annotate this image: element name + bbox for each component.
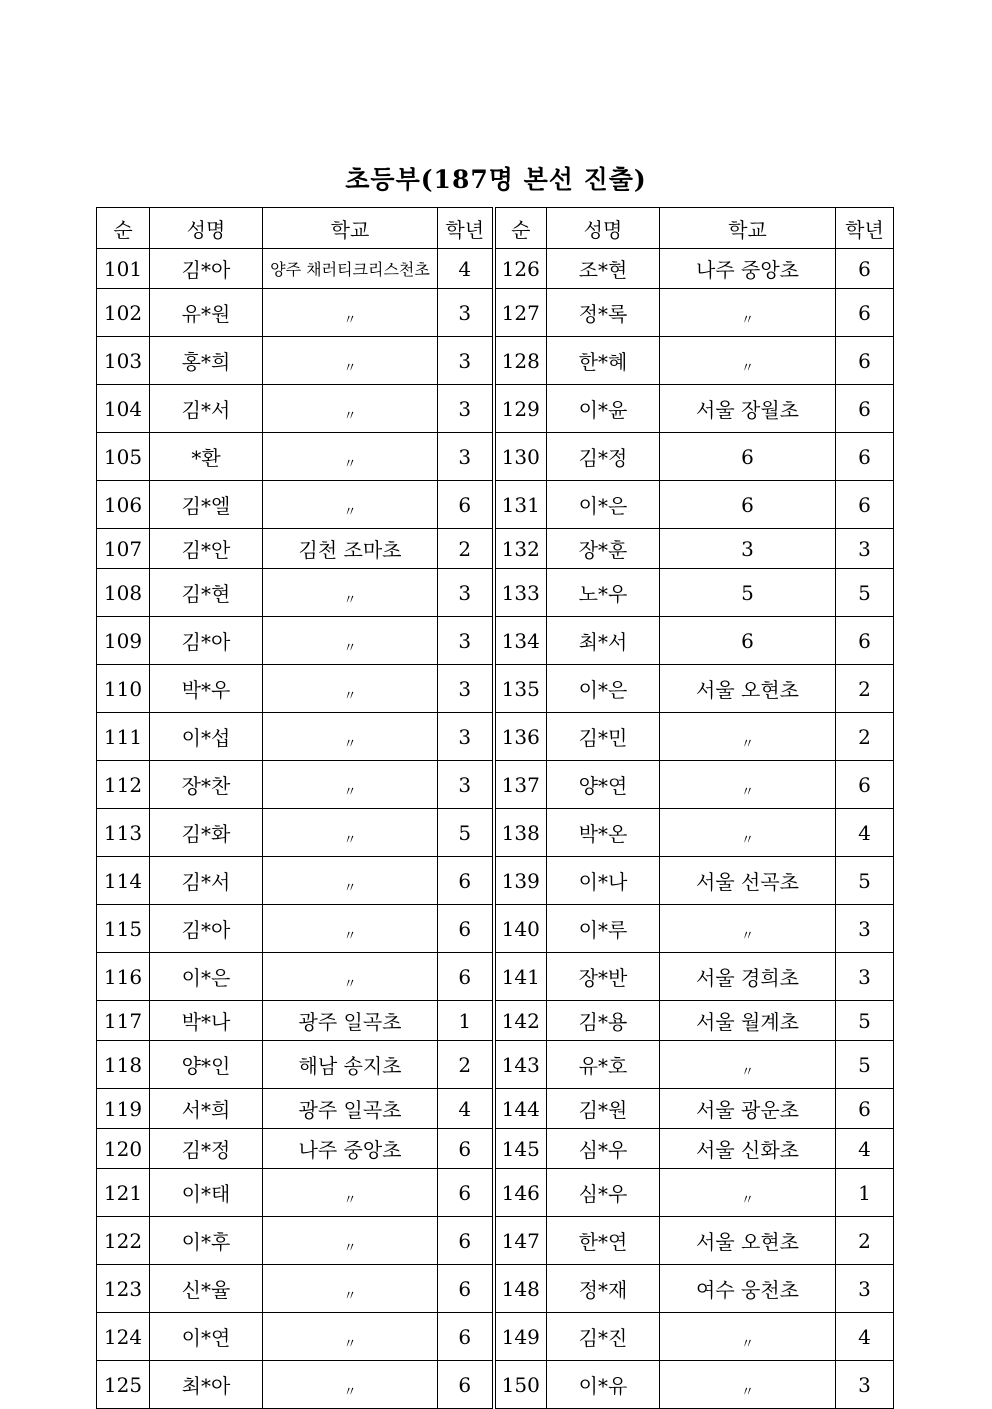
left-school-cell: 〃 [263, 953, 438, 1001]
left-grade-cell: 3 [438, 665, 494, 713]
left-number-cell: 106 [97, 481, 150, 529]
right-number-cell: 146 [494, 1169, 547, 1217]
left-school-cell: 〃 [263, 1361, 438, 1409]
left-number-cell: 111 [97, 713, 150, 761]
right-number-cell: 142 [494, 1001, 547, 1041]
right-number-cell: 150 [494, 1361, 547, 1409]
right-grade-cell: 1 [836, 1169, 894, 1217]
left-name-cell: 장*찬 [150, 761, 263, 809]
left-name-cell: 최*아 [150, 1361, 263, 1409]
left-school-cell: 〃 [263, 1313, 438, 1361]
right-grade-cell: 5 [836, 1041, 894, 1089]
left-school-cell: 〃 [263, 713, 438, 761]
table-row [97, 1089, 894, 1129]
right-name-cell: 조*현 [547, 249, 660, 289]
right-number-cell: 133 [494, 569, 547, 617]
left-school-cell: 〃 [263, 905, 438, 953]
table-row [97, 905, 894, 953]
table-row [97, 1041, 894, 1089]
right-school-cell: 〃 [660, 1361, 836, 1409]
right-school-cell: 〃 [660, 1169, 836, 1217]
left-grade-cell: 3 [438, 385, 494, 433]
right-number-cell: 134 [494, 617, 547, 665]
right-school-cell: 〃 [660, 1313, 836, 1361]
left-school-cell: 해남 송지초 [263, 1041, 438, 1089]
table-row [97, 857, 894, 905]
right-grade-cell: 6 [836, 761, 894, 809]
table-row [97, 953, 894, 1001]
right-school-cell: 〃 [660, 713, 836, 761]
left-school-cell: 〃 [263, 569, 438, 617]
left-number-cell: 108 [97, 569, 150, 617]
right-school-cell: 서울 선곡초 [660, 857, 836, 905]
left-name-cell: 김*안 [150, 529, 263, 569]
left-name-cell: 김*서 [150, 857, 263, 905]
right-school-cell: 〃 [660, 337, 836, 385]
right-number-cell: 132 [494, 529, 547, 569]
right-name-cell: 이*윤 [547, 385, 660, 433]
right-grade-cell: 4 [836, 1313, 894, 1361]
left-grade-cell: 3 [438, 569, 494, 617]
left-name-cell: 서*희 [150, 1089, 263, 1129]
right-name-cell: 김*정 [547, 433, 660, 481]
right-school-cell: 3 [660, 529, 836, 569]
right-grade-cell: 3 [836, 529, 894, 569]
left-number-cell: 121 [97, 1169, 150, 1217]
right-school-cell: 〃 [660, 289, 836, 337]
left-number-cell: 103 [97, 337, 150, 385]
left-grade-cell: 5 [438, 809, 494, 857]
right-name-cell: 한*혜 [547, 337, 660, 385]
right-number-cell: 143 [494, 1041, 547, 1089]
right-grade-cell: 6 [836, 385, 894, 433]
right-number-cell: 138 [494, 809, 547, 857]
right-grade-cell: 5 [836, 1001, 894, 1041]
left-school-cell: 〃 [263, 1169, 438, 1217]
left-number-cell: 115 [97, 905, 150, 953]
left-number-cell: 124 [97, 1313, 150, 1361]
right-school-cell: 여수 웅천초 [660, 1265, 836, 1313]
left-number-cell: 122 [97, 1217, 150, 1265]
left-number-cell: 123 [97, 1265, 150, 1313]
table-row [97, 1217, 894, 1265]
right-school-cell: 〃 [660, 1041, 836, 1089]
right-name-cell: 이*유 [547, 1361, 660, 1409]
left-grade-cell: 6 [438, 1129, 494, 1169]
left-number-cell: 107 [97, 529, 150, 569]
left-grade-cell: 6 [438, 905, 494, 953]
right-school-cell: 서울 경희초 [660, 953, 836, 1001]
left-school-cell: 양주 채러티크리스천초 [263, 249, 438, 289]
table-row [97, 481, 894, 529]
right-name-cell: 이*나 [547, 857, 660, 905]
right-number-cell: 135 [494, 665, 547, 713]
right-grade-cell: 6 [836, 337, 894, 385]
left-number-cell: 110 [97, 665, 150, 713]
right-school-cell: 6 [660, 481, 836, 529]
right-grade-cell: 3 [836, 1361, 894, 1409]
right-grade-cell: 5 [836, 569, 894, 617]
left-name-cell: 김*아 [150, 617, 263, 665]
right-number-cell: 127 [494, 289, 547, 337]
left-name-cell: 양*인 [150, 1041, 263, 1089]
left-grade-cell: 6 [438, 1169, 494, 1217]
right-grade-cell: 6 [836, 433, 894, 481]
right-grade-cell: 5 [836, 857, 894, 905]
right-number-cell: 144 [494, 1089, 547, 1129]
left-school-cell: 〃 [263, 289, 438, 337]
left-grade-cell: 1 [438, 1001, 494, 1041]
right-name-cell: 심*우 [547, 1169, 660, 1217]
right-number-cell: 149 [494, 1313, 547, 1361]
left-school-cell: 나주 중앙초 [263, 1129, 438, 1169]
left-grade-cell: 3 [438, 289, 494, 337]
left-number-cell: 119 [97, 1089, 150, 1129]
right-number-cell: 140 [494, 905, 547, 953]
left-school-cell: 〃 [263, 1217, 438, 1265]
left-number-cell: 105 [97, 433, 150, 481]
table-row [97, 433, 894, 481]
header-name-right: 성명 [547, 208, 660, 249]
right-name-cell: 한*연 [547, 1217, 660, 1265]
left-name-cell: 유*원 [150, 289, 263, 337]
left-grade-cell: 6 [438, 1265, 494, 1313]
left-number-cell: 116 [97, 953, 150, 1001]
right-name-cell: 장*훈 [547, 529, 660, 569]
left-number-cell: 125 [97, 1361, 150, 1409]
right-number-cell: 147 [494, 1217, 547, 1265]
left-school-cell: 광주 일곡초 [263, 1089, 438, 1129]
right-name-cell: 김*진 [547, 1313, 660, 1361]
left-name-cell: 김*아 [150, 905, 263, 953]
header-name-left: 성명 [150, 208, 263, 249]
left-number-cell: 117 [97, 1001, 150, 1041]
left-number-cell: 101 [97, 249, 150, 289]
left-name-cell: 이*후 [150, 1217, 263, 1265]
left-grade-cell: 4 [438, 249, 494, 289]
right-grade-cell: 6 [836, 617, 894, 665]
left-school-cell: 〃 [263, 1265, 438, 1313]
left-grade-cell: 6 [438, 1313, 494, 1361]
left-school-cell: 〃 [263, 337, 438, 385]
header-no-right: 순 [494, 208, 547, 249]
left-grade-cell: 3 [438, 713, 494, 761]
left-name-cell: 김*현 [150, 569, 263, 617]
left-grade-cell: 2 [438, 529, 494, 569]
left-number-cell: 114 [97, 857, 150, 905]
left-school-cell: 〃 [263, 617, 438, 665]
table-row [97, 809, 894, 857]
left-name-cell: 이*은 [150, 953, 263, 1001]
right-number-cell: 131 [494, 481, 547, 529]
left-grade-cell: 3 [438, 433, 494, 481]
header-no-left: 순 [97, 208, 150, 249]
left-name-cell: 이*연 [150, 1313, 263, 1361]
table-row [97, 289, 894, 337]
table-row [97, 761, 894, 809]
right-school-cell: 서울 신화초 [660, 1129, 836, 1169]
right-grade-cell: 3 [836, 905, 894, 953]
left-school-cell: 〃 [263, 857, 438, 905]
right-grade-cell: 6 [836, 289, 894, 337]
right-name-cell: 이*루 [547, 905, 660, 953]
right-name-cell: 노*우 [547, 569, 660, 617]
right-number-cell: 145 [494, 1129, 547, 1169]
right-name-cell: 정*재 [547, 1265, 660, 1313]
left-grade-cell: 2 [438, 1041, 494, 1089]
right-school-cell: 서울 광운초 [660, 1089, 836, 1129]
table-row [97, 1001, 894, 1041]
left-name-cell: 김*서 [150, 385, 263, 433]
left-name-cell: 김*정 [150, 1129, 263, 1169]
right-number-cell: 141 [494, 953, 547, 1001]
right-grade-cell: 2 [836, 713, 894, 761]
right-name-cell: 이*은 [547, 481, 660, 529]
left-grade-cell: 3 [438, 337, 494, 385]
left-number-cell: 113 [97, 809, 150, 857]
right-school-cell: 〃 [660, 905, 836, 953]
header-school-left: 학교 [263, 208, 438, 249]
left-name-cell: 홍*희 [150, 337, 263, 385]
right-grade-cell: 6 [836, 481, 894, 529]
right-name-cell: 김*민 [547, 713, 660, 761]
right-name-cell: 김*용 [547, 1001, 660, 1041]
right-grade-cell: 3 [836, 1265, 894, 1313]
page-title: 초등부(187명 본선 진출) [345, 165, 647, 194]
right-school-cell: 〃 [660, 761, 836, 809]
right-school-cell: 서울 장월초 [660, 385, 836, 433]
right-name-cell: 정*록 [547, 289, 660, 337]
left-number-cell: 118 [97, 1041, 150, 1089]
table-row [97, 1169, 894, 1217]
right-number-cell: 139 [494, 857, 547, 905]
left-grade-cell: 6 [438, 857, 494, 905]
left-number-cell: 102 [97, 289, 150, 337]
finalists-table [96, 207, 894, 1409]
left-name-cell: 김*화 [150, 809, 263, 857]
table-row [97, 529, 894, 569]
right-number-cell: 136 [494, 713, 547, 761]
table-row [97, 1313, 894, 1361]
left-name-cell: 이*태 [150, 1169, 263, 1217]
right-name-cell: 이*은 [547, 665, 660, 713]
left-name-cell: 김*엘 [150, 481, 263, 529]
left-name-cell: 이*섭 [150, 713, 263, 761]
table-row [97, 1265, 894, 1313]
left-school-cell: 〃 [263, 665, 438, 713]
left-school-cell: 〃 [263, 433, 438, 481]
right-grade-cell: 3 [836, 953, 894, 1001]
table-row [97, 249, 894, 289]
left-grade-cell: 6 [438, 953, 494, 1001]
right-school-cell: 6 [660, 433, 836, 481]
right-number-cell: 126 [494, 249, 547, 289]
table-row [97, 1361, 894, 1409]
left-grade-cell: 3 [438, 761, 494, 809]
table-row [97, 385, 894, 433]
right-name-cell: 양*연 [547, 761, 660, 809]
left-school-cell: 〃 [263, 385, 438, 433]
right-name-cell: 박*온 [547, 809, 660, 857]
table-row [97, 1129, 894, 1169]
left-grade-cell: 6 [438, 481, 494, 529]
right-number-cell: 148 [494, 1265, 547, 1313]
right-school-cell: 6 [660, 617, 836, 665]
right-number-cell: 137 [494, 761, 547, 809]
left-number-cell: 120 [97, 1129, 150, 1169]
left-grade-cell: 3 [438, 617, 494, 665]
header-school-right: 학교 [660, 208, 836, 249]
right-school-cell: 서울 오현초 [660, 665, 836, 713]
left-name-cell: 박*나 [150, 1001, 263, 1041]
right-grade-cell: 4 [836, 1129, 894, 1169]
right-school-cell: 〃 [660, 809, 836, 857]
right-name-cell: 유*호 [547, 1041, 660, 1089]
table-row [97, 665, 894, 713]
left-number-cell: 112 [97, 761, 150, 809]
header-grade-left: 학년 [438, 208, 494, 249]
left-school-cell: 〃 [263, 809, 438, 857]
right-name-cell: 최*서 [547, 617, 660, 665]
right-name-cell: 심*우 [547, 1129, 660, 1169]
right-grade-cell: 6 [836, 249, 894, 289]
right-number-cell: 129 [494, 385, 547, 433]
left-school-cell: 〃 [263, 481, 438, 529]
left-school-cell: 〃 [263, 761, 438, 809]
left-name-cell: 김*아 [150, 249, 263, 289]
left-name-cell: 박*우 [150, 665, 263, 713]
left-name-cell: 신*율 [150, 1265, 263, 1313]
right-name-cell: 장*반 [547, 953, 660, 1001]
right-school-cell: 나주 중앙초 [660, 249, 836, 289]
right-grade-cell: 6 [836, 1089, 894, 1129]
right-school-cell: 5 [660, 569, 836, 617]
table-body [97, 249, 894, 1409]
table-row [97, 617, 894, 665]
right-grade-cell: 2 [836, 665, 894, 713]
right-grade-cell: 4 [836, 809, 894, 857]
left-name-cell: *환 [150, 433, 263, 481]
right-number-cell: 128 [494, 337, 547, 385]
left-number-cell: 104 [97, 385, 150, 433]
right-grade-cell: 2 [836, 1217, 894, 1265]
right-name-cell: 김*원 [547, 1089, 660, 1129]
left-school-cell: 김천 조마초 [263, 529, 438, 569]
header-grade-right: 학년 [836, 208, 894, 249]
right-school-cell: 서울 오현초 [660, 1217, 836, 1265]
left-grade-cell: 4 [438, 1089, 494, 1129]
right-number-cell: 130 [494, 433, 547, 481]
left-grade-cell: 6 [438, 1217, 494, 1265]
table-row [97, 713, 894, 761]
left-school-cell: 광주 일곡초 [263, 1001, 438, 1041]
right-school-cell: 서울 월계초 [660, 1001, 836, 1041]
left-number-cell: 109 [97, 617, 150, 665]
table-header-row [97, 208, 894, 249]
table-row [97, 337, 894, 385]
table-row [97, 569, 894, 617]
left-grade-cell: 6 [438, 1361, 494, 1409]
